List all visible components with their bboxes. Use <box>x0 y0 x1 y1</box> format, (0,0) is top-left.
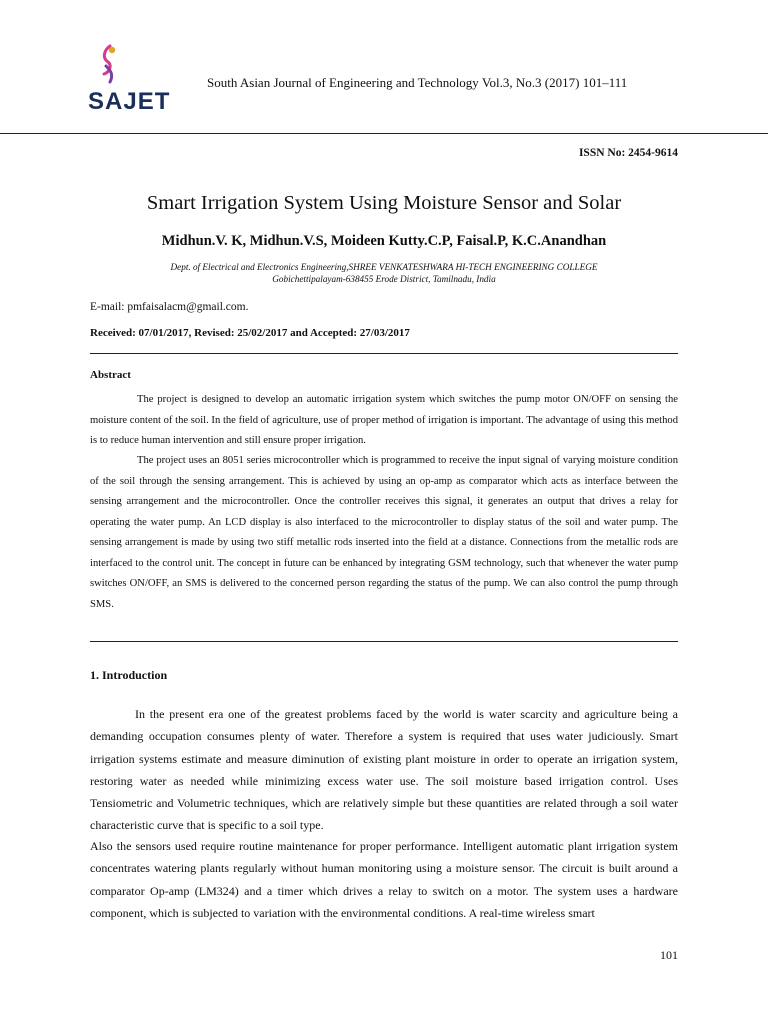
affiliation-line-2: Gobichettipalayam-638455 Erode District, Tamilnadu, India <box>272 274 496 284</box>
header-divider <box>0 133 768 134</box>
sajet-logo-icon <box>90 44 130 88</box>
introduction-paragraph-1: In the present era one of the greatest problems faced by the world is water scarcity and agriculture being a demanding occupation consumes plenty of water. Therefore a system is required that uses water judiciously. Smart irrigation systems estimate and measure diminution of existing plant moisture in order to operate an irrigation system, restoring water as needed while minimizing excess water use. The soil moisture based irrigation control. Uses Tensiometric and Volumetric techniques, which are relatively simple but these quantities are related through a soil water characteristic curve that is specific to a soil type. <box>90 707 678 833</box>
issn-number: ISSN No: 2454-9614 <box>578 147 678 159</box>
abstract-heading: Abstract <box>90 369 131 381</box>
page-number: 101 <box>660 948 678 962</box>
abstract-top-divider <box>90 353 678 354</box>
affiliation-line-1: Dept. of Electrical and Electronics Engineering,SHREE VENKATESHWARA HI-TECH ENGINEERING COLLEGE <box>170 262 598 272</box>
received-dates: Received: 07/01/2017, Revised: 25/02/2017 and Accepted: 27/03/2017 <box>90 327 410 339</box>
logo-text: SAJET <box>88 88 171 115</box>
paper-authors: Midhun.V. K, Midhun.V.S, Moideen Kutty.C.P, Faisal.P, K.C.Anandhan <box>161 233 607 249</box>
contact-email: E-mail: pmfaisalacm@gmail.com. <box>90 301 249 313</box>
abstract-paragraph-2: The project uses an 8051 series microcontroller which is programmed to receive the input signal of varying moisture condition of the soil through the sensing arrangement. This is achieved by using an op-amp as comparator which acts as interface between the sensing arrangement and the microcontroller. Once the controller receives this signal, it generates an output that drives a relay for operating the water pump. An LCD display is also interfaced to the microcontroller to display status of the soil and water pump. The sensing arrangement is made by using two stiff metallic rods inserted into the field at a distance. Connections from the metallic rods are interfaced to the control unit. The concept in future can be enhanced by integrating GSM technology, such that whenever the water pump switches ON/OFF, an SMS is delivered to the concerned person regarding the status of the pump. We can also control the pump through SMS. <box>90 455 678 610</box>
section-heading-introduction: 1. Introduction <box>90 668 168 682</box>
paper-title: Smart Irrigation System Using Moisture Sensor and Solar <box>146 192 622 214</box>
journal-citation: South Asian Journal of Engineering and Technology Vol.3, No.3 (2017) 101–111 <box>207 75 628 90</box>
journal-logo <box>88 44 171 116</box>
introduction-paragraph-2: Also the sensors used require routine maintenance for proper performance. Intelligent automatic plant irrigation system concentrates watering plants regularly without human monitoring using a moisture sensor. The circuit is built around a comparator Op-amp (LM324) and a timer which drives a relay to switch on a motor. The system uses a hardware component, which is subjected to variation with the environmental conditions. A real-time wireless smart <box>90 839 678 920</box>
abstract-bottom-divider <box>90 641 678 642</box>
abstract-paragraph-1: The project is designed to develop an automatic irrigation system which switches the pump motor ON/OFF on sensing the moisture content of the soil. In the field of agriculture, use of proper method of irrigation is important. The advantage of using this method is to reduce human intervention and still ensure proper irrigation. <box>90 394 678 446</box>
